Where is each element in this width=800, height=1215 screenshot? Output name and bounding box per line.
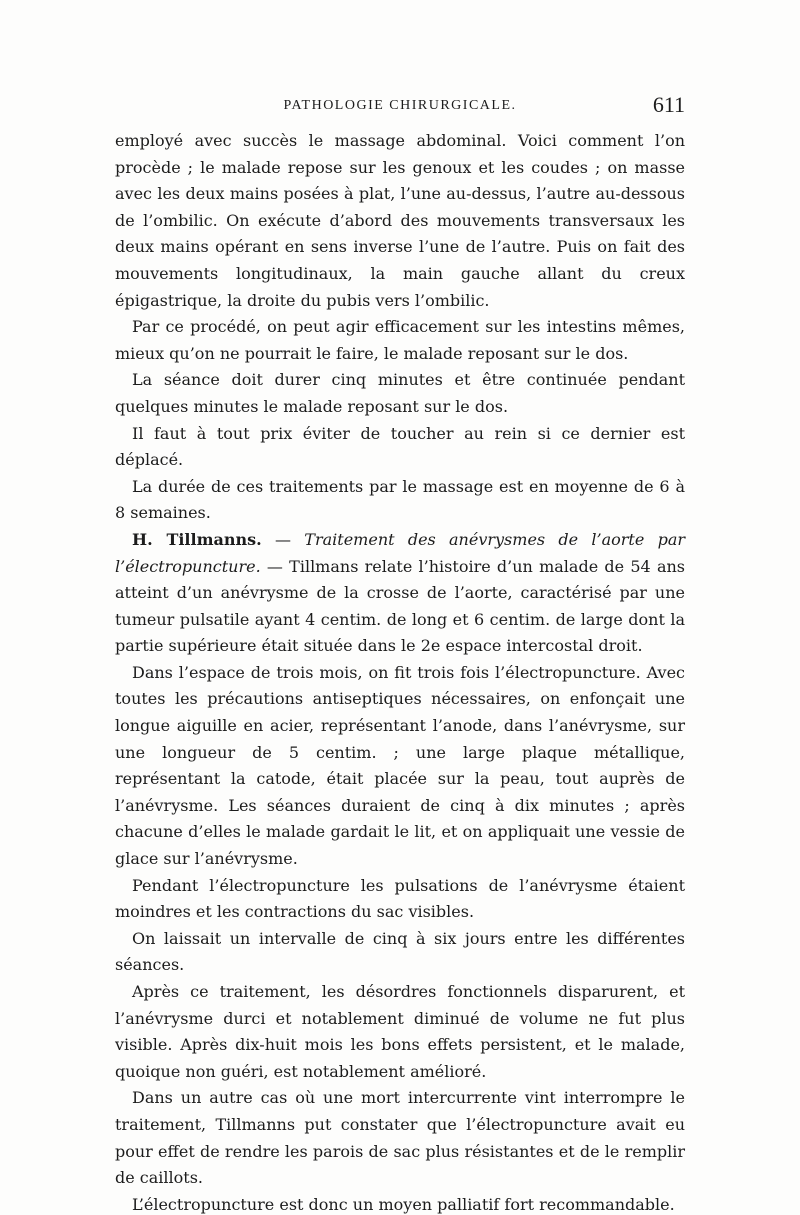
article-title: Traitement des anévrysmes de l’aorte par l’électropuncture. (115, 529, 686, 576)
paragraph-kidney-warning: Il faut à tout prix éviter de toucher au rein si ce dernier est déplacé. (115, 423, 685, 470)
paragraph-results: Après ce traitement, les désordres fonctionnels disparurent, et l’anévrysme durci et notablement diminué de volume ne fut plus visible. Après dix-huit mois les bons effets persistent, et le malade, quoique non guéri, est notablement amélioré. (115, 982, 685, 1081)
paragraph-pulsations: Pendant l’électropuncture les pulsations de l’anévrysme étaient moindres et les contractions du sac visibles. (115, 875, 685, 922)
body-text (115, 128, 685, 1215)
paragraph-session-interval: On laissait un intervalle de cinq à six jours entre les différentes séances. (115, 928, 685, 975)
page-number: 611 (652, 92, 685, 117)
paragraph-session-duration: La séance doit durer cinq minutes et être continuée pendant quelques minutes le malade reposant sur le dos. (115, 370, 685, 416)
running-head: PATHOLOGIE CHIRURGICALE. (283, 98, 517, 113)
case-description: — Tillmans relate l’histoire d’un malade de 54 ans atteint d’un anévrysme de la crosse de l’aorte, caractérisé par une tumeur pulsatile ayant 4 centim. de long et 6 centim. de large dont la partie supérieure était située dans le 2e espace intercostal droit. (115, 556, 685, 656)
page-header (115, 92, 685, 122)
paragraph-conclusion: L’électropuncture est donc un moyen palliatif fort recommandable. (132, 1194, 675, 1214)
author-name: H. Tillmanns. (132, 529, 262, 549)
paragraph-efficacy: Par ce procédé, on peut agir efficacement sur les intestins mêmes, mieux qu’on ne pourrait le faire, le malade reposant sur le dos. (115, 317, 685, 363)
paragraph-tillmanns-case (115, 527, 685, 660)
paragraph-second-case: Dans un autre cas où une mort intercurrente vint interrompre le traitement, Tillmanns put constater que l’électropuncture avait eu pour effet de rendre les parois de sac plus résistantes et de le remplir de caillots. (115, 1088, 685, 1188)
paragraph-treatment-duration: La durée de ces traitements par le massage est en moyenne de 6 à 8 semaines. (115, 476, 685, 523)
title-dash: — (261, 529, 305, 549)
paragraph-massage-procedure: employé avec succès le massage abdominal. Voici comment l’on procède ; le malade repose sur les genoux et les coudes ; on masse avec les deux mains posées à plat, l’une au-dessus, l’autre au-dessous de l’ombilic. On exécute d’abord des mouvements transversaux les deux mains opérant en sens inverse l’une de l’autre. Puis on fait des mouvements longitudinaux, la main gauche allant du creux épigastrique, la droite du pubis vers l’ombilic. (115, 131, 685, 310)
paragraph-electropuncture-procedure: Dans l’espace de trois mois, on fit trois fois l’électropuncture. Avec toutes les précautions antiseptiques nécessaires, on enfonçait une longue aiguille en acier, représentant l’anode, dans l’anévrysme, sur une longueur de 5 centim. ; une large plaque métallique, représentant la catode, était placée sur la peau, tout auprès de l’anévrysme. Les séances duraient de cinq à dix minutes ; après chacune d’elles le malade gardait le lit, et on appliquait une vessie de glace sur l’anévrysme. (115, 662, 685, 869)
